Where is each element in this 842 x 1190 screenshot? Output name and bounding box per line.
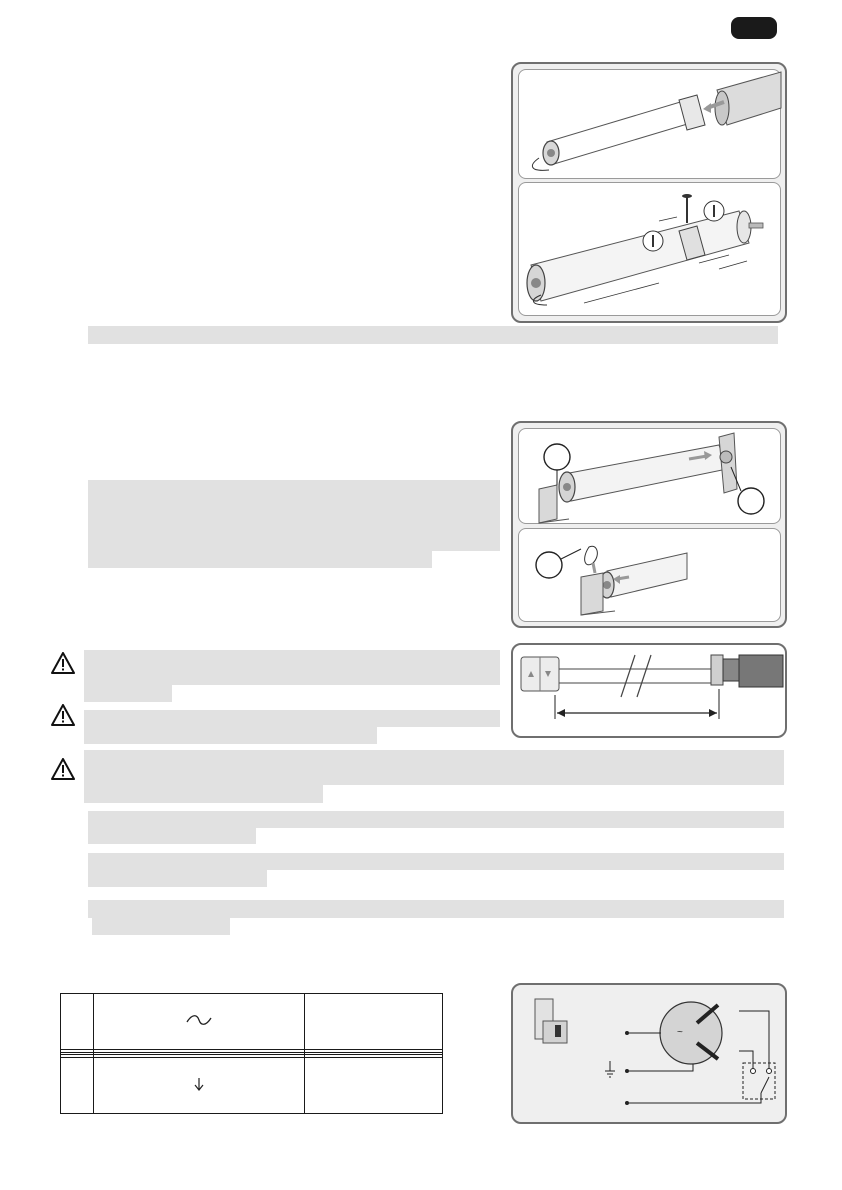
text-line-redacted (88, 870, 267, 887)
text-line-redacted (88, 811, 784, 828)
table-header-row (61, 994, 443, 1050)
figure-tube-fixing (518, 182, 781, 316)
wiring-diagram-illustration (513, 985, 785, 1122)
figure-panel-tube-assembly (511, 62, 787, 323)
motor-clip-illustration (519, 529, 782, 623)
ac-supply-icon (184, 1012, 214, 1028)
figure-panel-bracket-mounting (511, 421, 787, 628)
figure-motor-insertion (518, 69, 781, 179)
svg-text:~: ~ (677, 1027, 683, 1038)
text-line-redacted (88, 900, 784, 918)
switch-cable-illustration (513, 645, 785, 736)
text-line-redacted (88, 326, 778, 344)
text-line-redacted (92, 918, 230, 935)
warning-text-redacted (84, 710, 500, 727)
text-line-redacted (88, 551, 432, 568)
warning-text-redacted (84, 785, 323, 803)
warning-text-redacted (84, 727, 377, 744)
figure-panel-switch-cable (511, 643, 787, 738)
warning-text-redacted (84, 650, 500, 685)
warning-icon (51, 704, 75, 726)
table-cell (61, 994, 94, 1050)
warning-icon (51, 758, 75, 780)
table-cell (61, 1058, 94, 1114)
motor-insertion-illustration (519, 70, 782, 180)
text-line-redacted (88, 828, 256, 844)
tube-fixing-illustration (519, 183, 782, 317)
table-row (61, 1058, 443, 1114)
table-cell-supply (93, 994, 304, 1050)
earth-arrow-icon (191, 1076, 207, 1092)
table-cell (305, 994, 443, 1050)
text-line-redacted (88, 853, 784, 870)
table-cell-earth (93, 1058, 304, 1114)
warning-text-redacted (84, 750, 784, 785)
warning-icon (51, 652, 75, 674)
figure-panel-wiring-diagram (511, 983, 787, 1124)
warning-text-redacted (84, 685, 172, 702)
figure-motor-clip (518, 528, 781, 622)
text-block-redacted (88, 480, 500, 551)
figure-motor-brackets (518, 428, 781, 524)
language-badge (731, 17, 777, 39)
motor-brackets-illustration (519, 429, 782, 525)
table-cell (305, 1058, 443, 1114)
wiring-spec-table (60, 993, 443, 1114)
